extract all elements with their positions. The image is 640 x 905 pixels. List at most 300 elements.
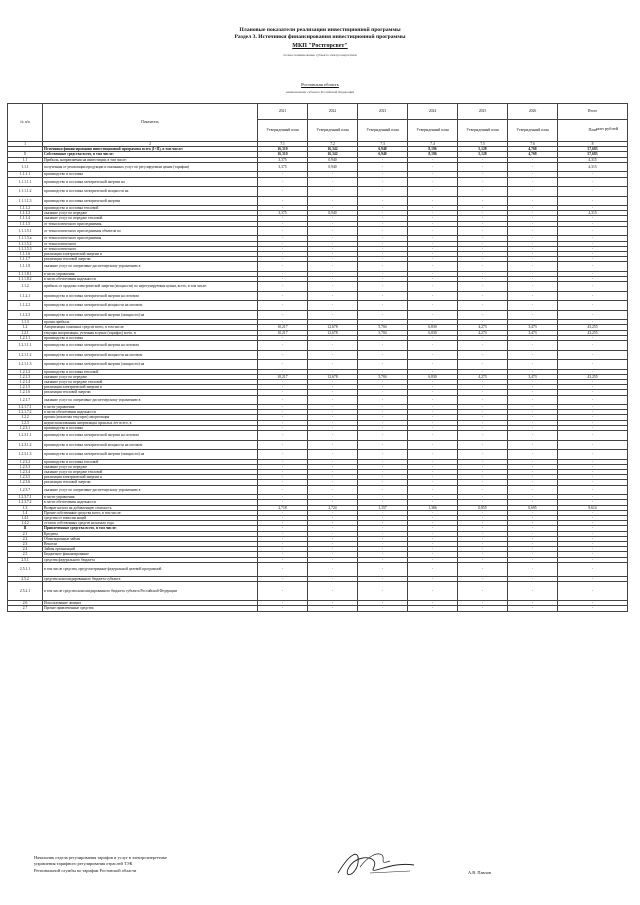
row-indicator-cell: Прочие привлеченные средства (43, 606, 258, 611)
row-value-cell: 3,473 (508, 330, 558, 335)
row-value-cell: - (408, 277, 458, 282)
row-value-cell: - (358, 301, 408, 311)
row-value-cell: - (358, 510, 408, 515)
row-value-cell: - (458, 495, 508, 500)
footer-line-1: Начальник отдела регулирования тарифов и услуг в электроэнергетике (34, 855, 167, 860)
row-value-cell: - (508, 420, 558, 425)
header-year-cell: 2026 (508, 104, 558, 120)
row-indicator-cell: от технологического присоединения (43, 236, 258, 241)
header-colnum-cell: 2 (43, 142, 258, 147)
row-value-cell: - (558, 360, 628, 370)
row-indicator-cell: полученная от реализации продукции и оказанных услуг по регулируемым ценам (тарифам) (43, 162, 258, 172)
row-value-cell: - (508, 470, 558, 475)
row-value-cell: - (508, 500, 558, 505)
row-value-cell: - (308, 177, 358, 187)
row-value-cell: - (308, 341, 358, 351)
row-value-cell: 16,342 (308, 152, 358, 157)
row-indicator-cell: средства консолидированного бюджета субъекта (43, 577, 258, 582)
row-value-cell: - (558, 495, 628, 500)
row-value-cell: - (308, 221, 358, 226)
row-value-cell: 8,196 (408, 152, 458, 157)
row-value-cell: - (308, 500, 358, 505)
row-value-cell: - (308, 262, 358, 272)
row-value-cell: - (258, 420, 308, 425)
row-value-cell: - (358, 450, 408, 460)
row-number-cell: 1.2.1.4 (8, 379, 43, 384)
row-value-cell: - (458, 547, 508, 552)
row-indicator-cell: Прочие собственные средства всего, в том числе: (43, 510, 258, 515)
row-value-cell: - (508, 187, 558, 197)
row-indicator-cell: реализация тепловой энергии (43, 480, 258, 485)
row-value-cell: - (508, 216, 558, 221)
row-value-cell: - (258, 187, 308, 197)
header-year-cell: 2024 (408, 104, 458, 120)
footer-block (34, 855, 167, 874)
row-number-cell: 1.2.3.7 (8, 485, 43, 495)
table-row (8, 450, 628, 460)
row-value-cell: - (558, 221, 628, 226)
row-value-cell: 16,310 (258, 147, 308, 152)
row-indicator-cell: в том числе средства, предусмотренные федеральной целевой программой (43, 562, 258, 576)
row-value-cell: - (258, 415, 308, 420)
header-sub-cell: Утвержденный план (258, 120, 308, 142)
header-total-cell: Итого (558, 104, 628, 120)
row-value-cell: - (558, 277, 628, 282)
row-value-cell: - (458, 236, 508, 241)
row-value-cell: 10,217 (258, 330, 308, 335)
row-value-cell: - (258, 606, 308, 611)
row-indicator-cell: прочая (исключая текущую) амортизация (43, 415, 258, 420)
row-number-cell: 1.1.2 (8, 282, 43, 292)
row-value-cell: - (558, 500, 628, 505)
row-value-cell: - (508, 282, 558, 292)
row-value-cell: - (408, 395, 458, 405)
row-value-cell: - (558, 369, 628, 374)
row-value-cell: - (558, 251, 628, 256)
row-indicator-cell: Амортизация основных средств всего, в том числе: (43, 325, 258, 330)
table-row (8, 582, 628, 601)
row-value-cell: - (458, 226, 508, 236)
row-value-cell: - (358, 277, 408, 282)
row-value-cell: - (308, 531, 358, 536)
row-number-cell: 1.4.2 (8, 521, 43, 526)
row-value-cell: - (358, 360, 408, 370)
row-value-cell: - (508, 541, 558, 546)
row-value-cell: - (308, 395, 358, 405)
row-number-cell: 1.2.3.4 (8, 470, 43, 475)
row-indicator-cell: производство и поставка электрической энергии на оптовом (43, 291, 258, 301)
row-value-cell: - (558, 395, 628, 405)
row-value-cell: 0,940 (308, 157, 358, 162)
row-indicator-cell: производство и поставка (43, 172, 258, 177)
row-indicator-cell: оказание услуг по передаче тепловой (43, 216, 258, 221)
row-value-cell: - (308, 495, 358, 500)
row-value-cell: - (258, 221, 308, 226)
row-value-cell: - (458, 162, 508, 172)
row-value-cell: - (258, 450, 308, 460)
row-value-cell: - (308, 606, 358, 611)
row-value-cell: 16,310 (258, 152, 308, 157)
row-value-cell: - (258, 536, 308, 541)
row-value-cell: - (408, 206, 458, 211)
row-value-cell: - (258, 282, 308, 292)
row-value-cell: - (408, 301, 458, 311)
row-value-cell: - (458, 211, 508, 216)
row-value-cell: - (408, 440, 458, 450)
row-indicator-cell: в части обеспечения надежности (43, 277, 258, 282)
unit-label: млн рублей (596, 126, 618, 131)
row-value-cell: - (308, 206, 358, 211)
row-value-cell: - (458, 410, 508, 415)
row-value-cell: - (308, 601, 358, 606)
row-value-cell: - (258, 335, 308, 340)
row-value-cell: - (358, 162, 408, 172)
row-value-cell: - (508, 547, 558, 552)
row-value-cell: 12,678 (308, 374, 358, 379)
row-value-cell: - (508, 390, 558, 395)
signer-name: А.В. Павлов (468, 870, 491, 875)
row-value-cell: - (258, 251, 308, 256)
row-value-cell: - (308, 379, 358, 384)
row-value-cell: - (408, 216, 458, 221)
row-value-cell: - (308, 196, 358, 206)
row-value-cell: - (308, 282, 358, 292)
row-value-cell: - (358, 257, 408, 262)
row-value-cell: - (258, 395, 308, 405)
row-value-cell: - (458, 510, 508, 515)
row-value-cell: - (358, 459, 408, 464)
row-number-cell: 2.7 (8, 606, 43, 611)
financing-table (7, 103, 628, 612)
row-indicator-cell: оказание услуг по оперативно-диспетчерскому управлению в (43, 395, 258, 405)
row-value-cell: 12,678 (308, 325, 358, 330)
row-value-cell: - (508, 480, 558, 485)
row-value-cell: - (558, 526, 628, 531)
row-value-cell: - (308, 485, 358, 495)
row-value-cell: - (508, 211, 558, 216)
row-value-cell: - (308, 405, 358, 410)
row-value-cell: - (258, 510, 308, 515)
row-value-cell: - (508, 536, 558, 541)
row-value-cell: - (508, 257, 558, 262)
row-value-cell: - (258, 257, 308, 262)
row-value-cell: 9,614 (558, 505, 628, 510)
row-number-cell: 1.1.1.2 (8, 206, 43, 211)
row-value-cell: - (558, 335, 628, 340)
row-value-cell: - (308, 464, 358, 469)
row-indicator-cell: производство и поставка электрической энергии на (43, 177, 258, 187)
row-value-cell: - (258, 271, 308, 276)
row-value-cell: - (458, 320, 508, 325)
row-value-cell: - (458, 500, 508, 505)
footer-line-3: Региональной службы по тарифам Ростовской области (34, 867, 137, 873)
organization-caption: полное наименование субъекта электроэнергетики (283, 53, 357, 57)
row-value-cell: - (358, 216, 408, 221)
row-number-cell: 1.1.1.1.1 (8, 177, 43, 187)
row-value-cell: 3,375 (258, 211, 308, 216)
row-value-cell: - (358, 562, 408, 576)
row-value-cell: - (458, 577, 508, 582)
row-value-cell: - (358, 536, 408, 541)
row-value-cell: - (458, 470, 508, 475)
row-value-cell: - (358, 495, 408, 500)
row-value-cell: - (558, 301, 628, 311)
row-value-cell: - (258, 440, 308, 450)
row-value-cell: - (508, 301, 558, 311)
row-value-cell: - (458, 216, 508, 221)
row-number-cell: 1.1.1.8.2 (8, 277, 43, 282)
row-value-cell: 0,940 (308, 211, 358, 216)
header-sub-cell: План (558, 120, 628, 142)
row-value-cell: - (258, 601, 308, 606)
row-number-cell: II (8, 526, 43, 531)
row-number-cell: 1.1.1.1.3 (8, 196, 43, 206)
row-value-cell: - (458, 552, 508, 557)
row-value-cell: 6,940 (358, 152, 408, 157)
row-value-cell: 3,375 (258, 162, 308, 172)
title-line-1: Плановые показатели реализации инвестиционной программы (239, 27, 401, 33)
row-indicator-cell: оказание услуг по передаче тепловой (43, 470, 258, 475)
row-number-cell: 2.5.1.1 (8, 562, 43, 576)
row-indicator-cell: от технологического (43, 241, 258, 246)
table-row (8, 350, 628, 360)
row-value-cell: - (508, 464, 558, 469)
row-indicator-cell: прочая прибыль (43, 320, 258, 325)
row-value-cell: - (258, 350, 308, 360)
row-value-cell: - (458, 459, 508, 464)
row-value-cell: - (408, 196, 458, 206)
row-value-cell: - (508, 557, 558, 562)
row-value-cell: - (458, 526, 508, 531)
row-value-cell: - (508, 410, 558, 415)
row-value-cell: - (258, 341, 308, 351)
row-indicator-cell: от технологического (43, 246, 258, 251)
row-value-cell: - (358, 335, 408, 340)
table-row (8, 282, 628, 292)
row-value-cell: 1,366 (408, 505, 458, 510)
row-value-cell: - (458, 350, 508, 360)
row-value-cell: - (358, 606, 408, 611)
row-value-cell: - (308, 350, 358, 360)
row-value-cell: - (408, 320, 458, 325)
row-indicator-cell: Кредиты (43, 531, 258, 536)
table-row (8, 262, 628, 272)
row-value-cell: - (408, 291, 458, 301)
row-value-cell: - (458, 601, 508, 606)
row-value-cell: - (458, 157, 508, 162)
region-caption: наименование субъекта Российской Федерации (285, 90, 355, 94)
row-value-cell: 6,830 (408, 330, 458, 335)
table-row (8, 196, 628, 206)
table-row (8, 341, 628, 351)
row-value-cell: - (358, 577, 408, 582)
row-value-cell: - (508, 291, 558, 301)
row-value-cell: 1,157 (358, 505, 408, 510)
row-value-cell: - (358, 251, 408, 256)
row-value-cell: - (358, 475, 408, 480)
header-year-cell: 2023 (358, 104, 408, 120)
row-value-cell: - (258, 390, 308, 395)
row-value-cell: - (508, 510, 558, 515)
row-value-cell: - (508, 385, 558, 390)
row-value-cell: - (408, 547, 458, 552)
row-value-cell: - (308, 459, 358, 464)
row-number-cell: 1.1.1.5 (8, 221, 43, 226)
row-value-cell: - (308, 450, 358, 460)
row-value-cell: - (358, 541, 408, 546)
row-number-cell: 1.1.2.2 (8, 301, 43, 311)
row-value-cell: - (308, 369, 358, 374)
row-value-cell: - (558, 562, 628, 576)
row-indicator-cell: производство и поставка электрической энергии (мощности) на (43, 450, 258, 460)
row-number-cell: 1.1 (8, 157, 43, 162)
row-number-cell: 1.1.1.6 (8, 251, 43, 256)
row-value-cell: - (458, 425, 508, 430)
row-value-cell: - (508, 552, 558, 557)
row-indicator-cell: производство и поставка электрической энергии (43, 196, 258, 206)
row-indicator-cell: Источники финансирования инвестиционной программы всего (I+II), в том числе: (43, 147, 258, 152)
row-value-cell: - (258, 547, 308, 552)
row-value-cell: - (358, 172, 408, 177)
row-value-cell: - (308, 475, 358, 480)
row-value-cell: - (358, 291, 408, 301)
row-value-cell: - (308, 172, 358, 177)
row-value-cell: - (408, 480, 458, 485)
row-number-cell: 1.2.3.5 (8, 475, 43, 480)
row-value-cell: - (258, 582, 308, 601)
table-row (8, 606, 628, 611)
row-value-cell: - (258, 369, 308, 374)
row-value-cell: - (358, 241, 408, 246)
row-value-cell: - (508, 157, 558, 162)
row-value-cell: - (558, 470, 628, 475)
row-value-cell: - (508, 350, 558, 360)
row-value-cell: - (508, 425, 558, 430)
row-number-cell: 1.2.3 (8, 420, 43, 425)
row-value-cell: - (408, 531, 458, 536)
row-value-cell: - (558, 415, 628, 420)
header-sub-cell: Утвержденный план (308, 120, 358, 142)
row-value-cell: - (558, 216, 628, 221)
row-value-cell: - (458, 221, 508, 226)
row-value-cell: - (258, 480, 308, 485)
row-value-cell: - (308, 277, 358, 282)
row-value-cell: - (258, 310, 308, 320)
row-value-cell: 0,940 (308, 162, 358, 172)
row-value-cell: - (558, 440, 628, 450)
header-sub-cell: Утвержденный план (408, 120, 458, 142)
row-value-cell: - (558, 425, 628, 430)
row-value-cell: - (308, 470, 358, 475)
row-value-cell: - (358, 262, 408, 272)
row-value-cell: - (508, 172, 558, 177)
row-number-cell: 1.4 (8, 510, 43, 515)
row-indicator-cell: оказание услуг по передаче (43, 211, 258, 216)
row-value-cell: - (458, 541, 508, 546)
row-value-cell: - (308, 557, 358, 562)
row-value-cell: - (358, 405, 408, 410)
row-value-cell: - (508, 251, 558, 256)
row-value-cell: - (358, 521, 408, 526)
row-number-cell: 1.1.1.3 (8, 211, 43, 216)
row-value-cell: - (258, 177, 308, 187)
row-value-cell: - (358, 485, 408, 495)
row-value-cell: - (358, 211, 408, 216)
row-number-cell: 1.1.1.5.3 (8, 246, 43, 251)
row-value-cell: - (458, 277, 508, 282)
row-value-cell: - (408, 241, 458, 246)
row-indicator-cell: в части управления (43, 495, 258, 500)
row-number-cell: 2.5.1 (8, 557, 43, 562)
row-value-cell: - (308, 390, 358, 395)
row-value-cell: - (308, 425, 358, 430)
row-value-cell: - (458, 405, 508, 410)
row-value-cell: - (358, 531, 408, 536)
row-value-cell: - (408, 415, 458, 420)
row-value-cell: - (558, 385, 628, 390)
row-value-cell: - (408, 172, 458, 177)
row-value-cell: - (258, 262, 308, 272)
row-value-cell: - (258, 172, 308, 177)
row-value-cell: - (508, 262, 558, 272)
row-indicator-cell: в части управления (43, 405, 258, 410)
row-number-cell: 1.2.3.2 (8, 459, 43, 464)
row-value-cell: - (408, 379, 458, 384)
row-number-cell: 1.2.3.1 (8, 425, 43, 430)
row-value-cell: - (558, 510, 628, 515)
row-value-cell: - (358, 410, 408, 415)
row-value-cell: - (408, 177, 458, 187)
row-value-cell: - (258, 226, 308, 236)
row-value-cell: - (308, 291, 358, 301)
row-value-cell: - (458, 341, 508, 351)
row-value-cell: 5,704 (358, 374, 408, 379)
header-year-cell: 2022 (308, 104, 358, 120)
row-value-cell: 6,940 (358, 147, 408, 152)
row-value-cell: - (458, 521, 508, 526)
row-number-cell: 1.3 (8, 505, 43, 510)
row-value-cell: - (558, 172, 628, 177)
row-indicator-cell: Прибыль, направляемая на инвестиции, в том числе: (43, 157, 258, 162)
row-indicator-cell: Займы организаций (43, 547, 258, 552)
row-value-cell: - (458, 196, 508, 206)
row-number-cell: 1.2.3.6 (8, 480, 43, 485)
row-value-cell: - (258, 360, 308, 370)
row-value-cell: 4,315 (558, 211, 628, 216)
row-indicator-cell: реализация электрической энергии и (43, 251, 258, 256)
row-value-cell: - (558, 410, 628, 415)
row-value-cell: - (508, 606, 558, 611)
row-number-cell: 2.5 (8, 552, 43, 557)
row-value-cell: - (358, 395, 408, 405)
row-value-cell: - (408, 577, 458, 582)
row-value-cell: - (508, 236, 558, 241)
row-value-cell: - (408, 236, 458, 241)
row-value-cell: - (558, 521, 628, 526)
row-value-cell: - (358, 385, 408, 390)
row-value-cell: - (508, 562, 558, 576)
row-value-cell: - (408, 500, 458, 505)
row-number-cell: 1.2 (8, 325, 43, 330)
header-colnum-cell: 7.5 (458, 142, 508, 147)
row-value-cell: - (458, 536, 508, 541)
row-value-cell: - (558, 282, 628, 292)
row-value-cell: - (358, 157, 408, 162)
row-value-cell: - (308, 577, 358, 582)
row-value-cell: - (258, 526, 308, 531)
row-value-cell: - (458, 531, 508, 536)
row-indicator-cell: производство и поставка электрической мощности на оптовом (43, 301, 258, 311)
